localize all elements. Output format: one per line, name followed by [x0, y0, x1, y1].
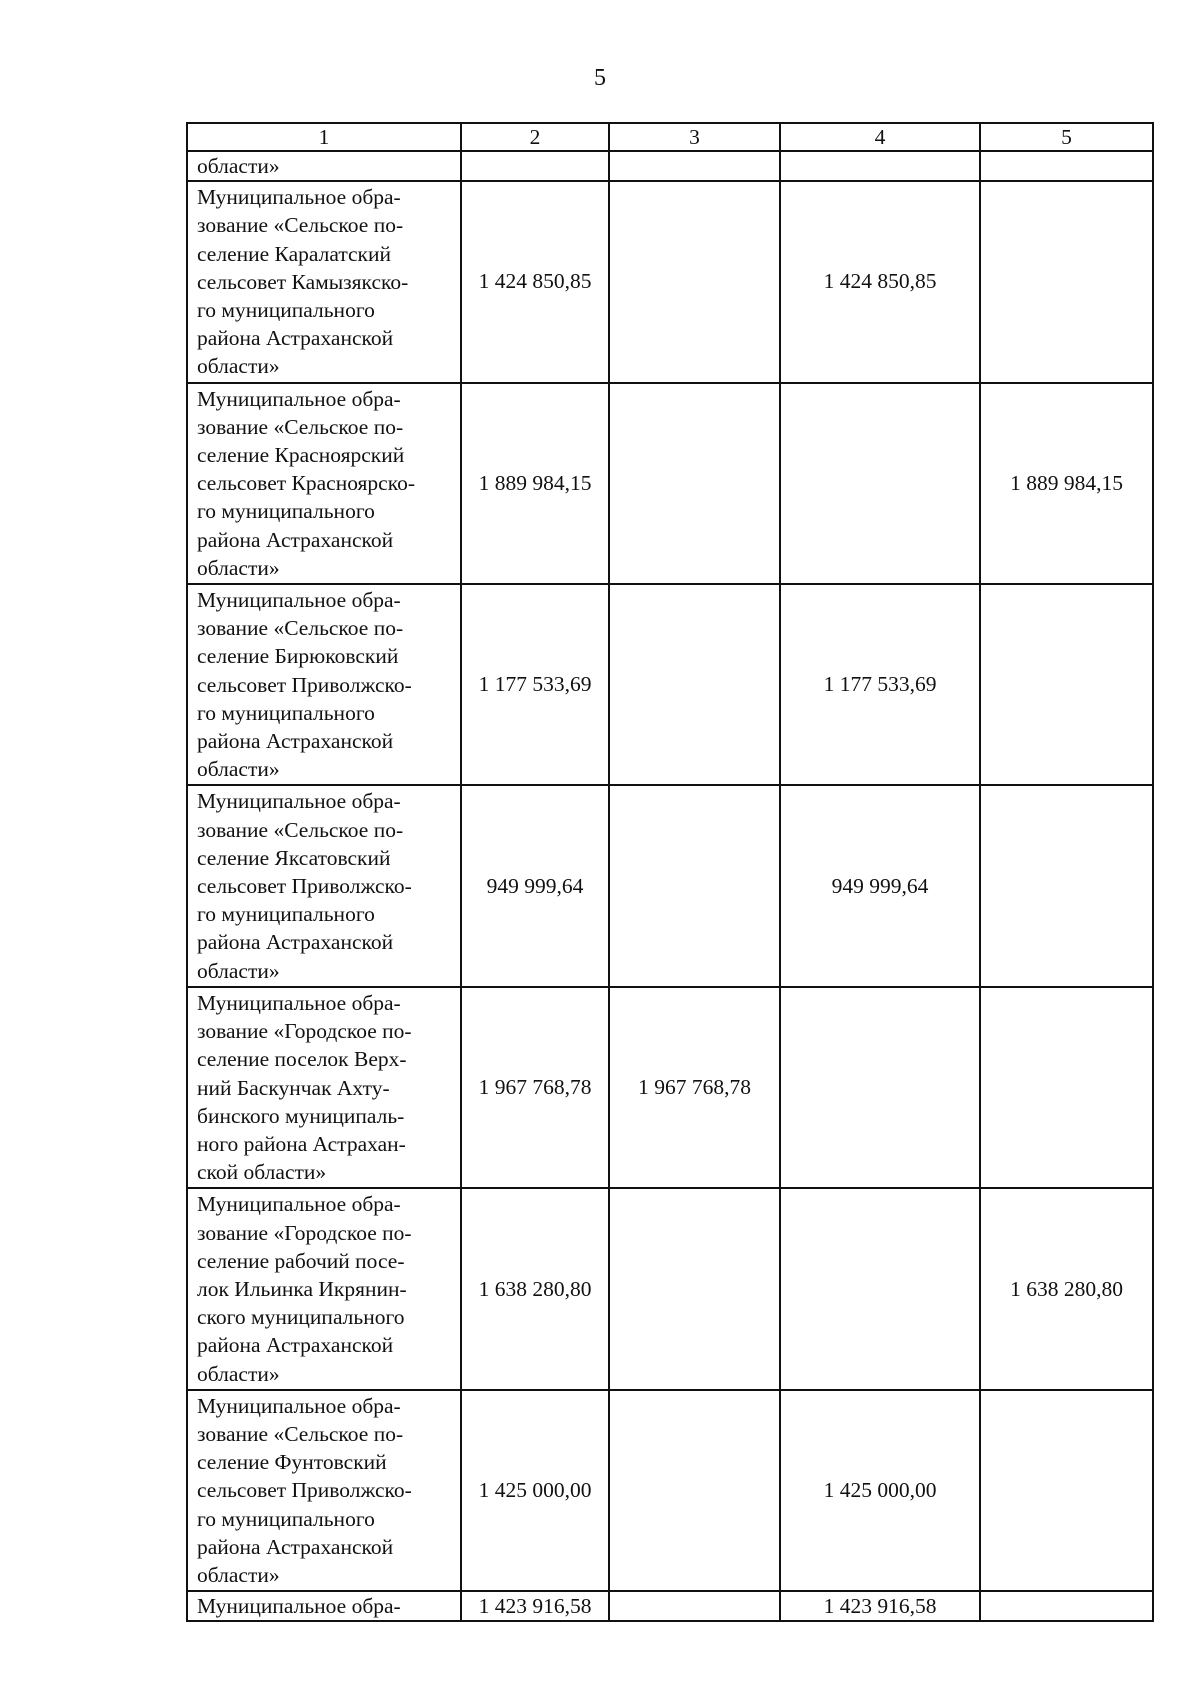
- value-col-2: 1 424 850,85: [461, 181, 609, 382]
- value-col-4: 1 425 000,00: [780, 1390, 980, 1591]
- value-col-5: [980, 1591, 1153, 1621]
- table-row: [187, 785, 1153, 986]
- municipality-name: Муниципальное обра- зование «Сельское по- селение Яксатовский сельсовет Приволжско- го муниципального района Астраханской области»: [187, 785, 461, 986]
- municipality-name: Муниципальное обра- зование «Сельское по- селение Красноярский сельсовет Красноярско- го муниципального района Астраханской области»: [187, 383, 461, 584]
- value-col-2: [461, 151, 609, 181]
- value-col-3: [609, 1390, 780, 1591]
- value-col-4: 1 423 916,58: [780, 1591, 980, 1621]
- value-col-4: 1 424 850,85: [780, 181, 980, 382]
- municipality-name: Муниципальное обра-: [187, 1591, 461, 1621]
- value-col-3: 1 967 768,78: [609, 987, 780, 1188]
- value-col-3: [609, 1591, 780, 1621]
- municipality-name: Муниципальное обра- зование «Городское по- селение поселок Верх- ний Баскунчак Ахту- бинского муниципаль- ного района Астрахан- ской области»: [187, 987, 461, 1188]
- table-row: [187, 1188, 1153, 1389]
- value-col-2: 949 999,64: [461, 785, 609, 986]
- value-col-4: 949 999,64: [780, 785, 980, 986]
- municipality-name: Муниципальное обра- зование «Сельское по- селение Каралатский сельсовет Камызякско- го муниципального района Астраханской области»: [187, 181, 461, 382]
- value-col-2: 1 638 280,80: [461, 1188, 609, 1389]
- value-col-3: [609, 151, 780, 181]
- value-col-4: [780, 987, 980, 1188]
- value-col-5: [980, 1390, 1153, 1591]
- table-row: [187, 987, 1153, 1188]
- municipality-name: Муниципальное обра- зование «Городское по- селение рабочий посе- лок Ильинка Икрянин- ского муниципального района Астраханской области»: [187, 1188, 461, 1389]
- value-col-2: 1 425 000,00: [461, 1390, 609, 1591]
- municipality-name: Муниципальное обра- зование «Сельское по- селение Бирюковский сельсовет Приволжско- го муниципального района Астраханской области»: [187, 584, 461, 785]
- table-row: [187, 383, 1153, 584]
- table-row: [187, 584, 1153, 785]
- value-col-3: [609, 785, 780, 986]
- value-col-3: [609, 181, 780, 382]
- value-col-5: 1 889 984,15: [980, 383, 1153, 584]
- value-col-5: [980, 987, 1153, 1188]
- municipality-name: [187, 151, 461, 181]
- value-col-3: [609, 1188, 780, 1389]
- value-col-4: 1 177 533,69: [780, 584, 980, 785]
- column-header: 3: [609, 123, 780, 151]
- column-header: 2: [461, 123, 609, 151]
- column-header: 4: [780, 123, 980, 151]
- value-col-2: 1 967 768,78: [461, 987, 609, 1188]
- value-col-4: [780, 1188, 980, 1389]
- value-col-2: 1 177 533,69: [461, 584, 609, 785]
- value-col-4: [780, 383, 980, 584]
- value-col-3: [609, 584, 780, 785]
- value-col-5: [980, 181, 1153, 382]
- column-header: 1: [187, 123, 461, 151]
- page-number: 5: [594, 65, 606, 91]
- value-col-5: [980, 584, 1153, 785]
- table-row: [187, 1591, 1153, 1621]
- value-col-4: [780, 151, 980, 181]
- value-col-5: 1 638 280,80: [980, 1188, 1153, 1389]
- table-row: [187, 151, 1153, 181]
- municipality-name: Муниципальное обра- зование «Сельское по- селение Фунтовский сельсовет Приволжско- го муниципального района Астраханской области»: [187, 1390, 461, 1591]
- value-col-2: 1 889 984,15: [461, 383, 609, 584]
- table-row: [187, 1390, 1153, 1591]
- allocation-table: [186, 122, 1154, 1622]
- table-row: [187, 181, 1153, 382]
- value-col-3: [609, 383, 780, 584]
- table-header-row: [187, 123, 1153, 151]
- municipality-name-text: области»: [197, 154, 280, 178]
- column-header: 5: [980, 123, 1153, 151]
- value-col-5: [980, 151, 1153, 181]
- value-col-5: [980, 785, 1153, 986]
- value-col-2: 1 423 916,58: [461, 1591, 609, 1621]
